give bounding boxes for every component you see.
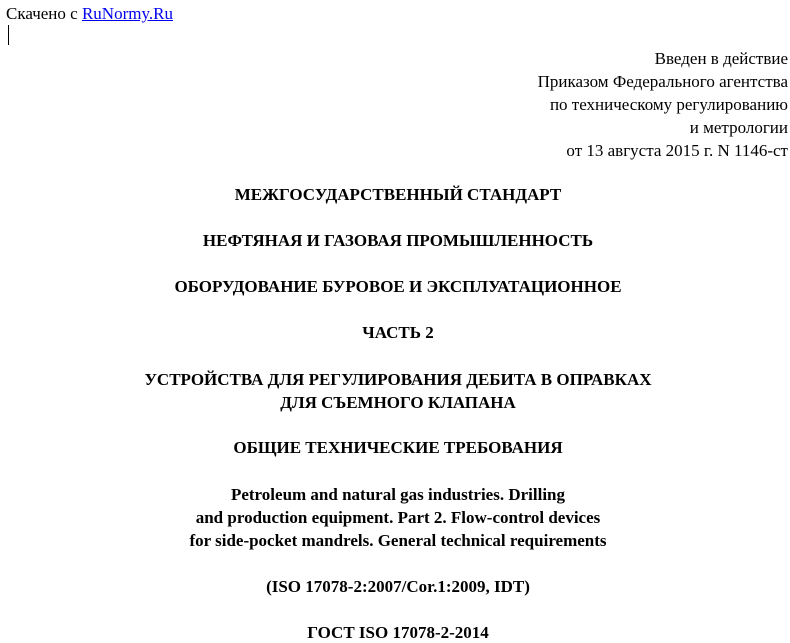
- standard-type: МЕЖГОСУДАРСТВЕННЫЙ СТАНДАРТ: [234, 185, 562, 204]
- english-title-line: and production equipment. Part 2. Flow-control devices: [195, 508, 601, 527]
- requirements-heading: [0, 436, 790, 459]
- approval-line: по техническому регулированию: [549, 95, 788, 114]
- requirements: ОБЩИЕ ТЕХНИЧЕСКИЕ ТРЕБОВАНИЯ: [233, 438, 563, 457]
- equipment: ОБОРУДОВАНИЕ БУРОВОЕ И ЭКСПЛУАТАЦИОННОЕ: [174, 277, 622, 296]
- approval-line: от 13 августа 2015 г. N 1146-ст: [566, 141, 788, 160]
- industry-heading: [0, 229, 790, 252]
- download-prefix: Скачено с: [6, 4, 82, 23]
- standard-type-heading: [0, 183, 790, 206]
- text-cursor: [8, 25, 9, 45]
- approval-line: Приказом Федерального агентства: [537, 72, 788, 91]
- part: ЧАСТЬ 2: [362, 323, 434, 342]
- subject-heading: [0, 368, 790, 414]
- approval-line: Введен в действие: [654, 49, 788, 68]
- approval-block: [538, 47, 788, 162]
- download-source-line: [6, 2, 173, 25]
- part-heading: [0, 321, 790, 344]
- subject-line: ДЛЯ СЪЕМНОГО КЛАПАНА: [280, 393, 516, 412]
- subject-line: УСТРОЙСТВА ДЛЯ РЕГУЛИРОВАНИЯ ДЕБИТА В ОПРАВКАХ: [144, 370, 652, 389]
- gost-number-heading: [0, 621, 790, 643]
- english-title-line: Petroleum and natural gas industries. Drilling: [230, 485, 566, 504]
- iso-reference-heading: [0, 575, 790, 598]
- iso-reference: (ISO 17078-2:2007/Cor.1:2009, IDT): [266, 577, 530, 596]
- english-title: [0, 483, 790, 552]
- english-title-line: for side-pocket mandrels. General technical requirements: [189, 531, 607, 550]
- gost-number: ГОСТ ISO 17078-2-2014: [307, 623, 489, 642]
- runormy-link[interactable]: RuNormy.Ru: [81, 4, 173, 23]
- approval-line: и метрологии: [689, 118, 788, 137]
- equipment-heading: [0, 275, 790, 298]
- industry: НЕФТЯНАЯ И ГАЗОВАЯ ПРОМЫШЛЕННОСТЬ: [202, 231, 594, 250]
